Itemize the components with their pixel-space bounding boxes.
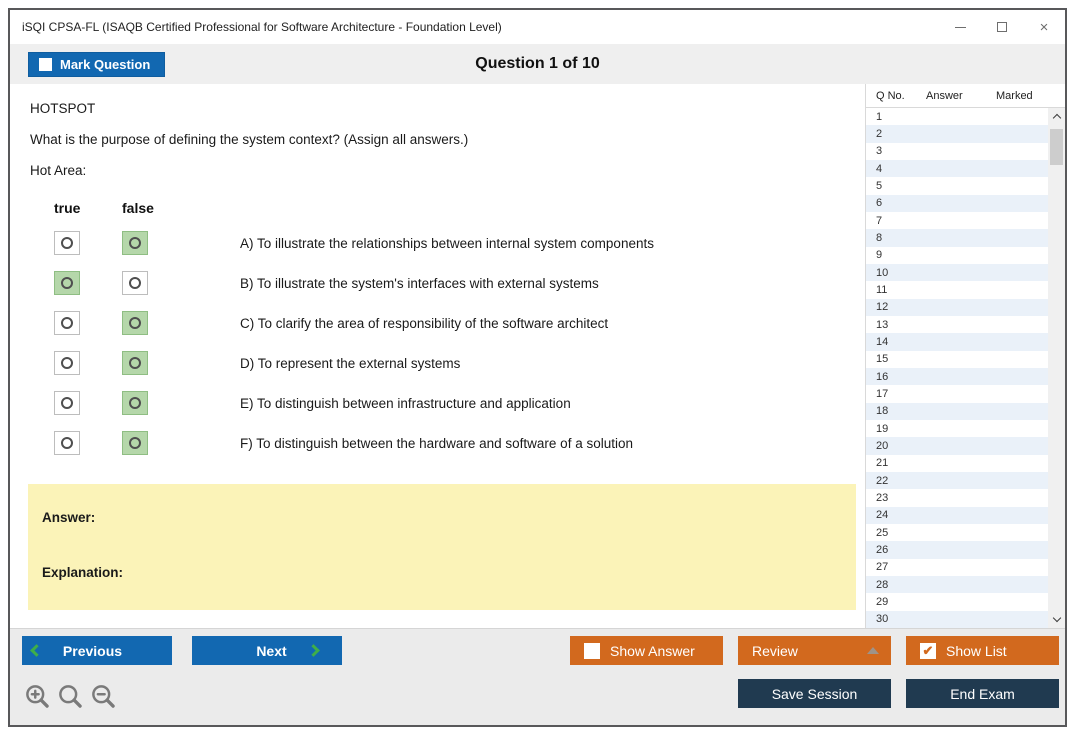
zoom-controls [24, 683, 117, 710]
window-title: iSQI CPSA-FL (ISAQB Certified Professional for Software Architecture - Foundation Level) [22, 20, 502, 34]
question-number: 26 [876, 543, 889, 556]
question-list-row[interactable] [866, 351, 1048, 368]
radio-true[interactable] [54, 271, 80, 295]
question-list-row[interactable] [866, 195, 1048, 212]
question-list-row[interactable] [866, 420, 1048, 437]
zoom-in-icon[interactable] [24, 683, 51, 710]
question-number: 4 [876, 162, 883, 175]
qno-column-header: Q No. [876, 89, 905, 102]
radio-icon [129, 317, 141, 329]
question-number: 24 [876, 509, 889, 522]
radio-true[interactable] [54, 231, 80, 255]
radio-false[interactable] [122, 351, 148, 375]
show-answer-label: Show Answer [610, 642, 695, 659]
show-list-label: Show List [946, 642, 1007, 659]
question-number: 9 [876, 249, 883, 262]
question-list-row[interactable] [866, 264, 1048, 281]
answer-column-header: Answer [926, 89, 963, 102]
question-text: What is the purpose of defining the system context? (Assign all answers.) [30, 132, 469, 147]
previous-label: Previous [62, 642, 123, 659]
mark-question-button[interactable] [28, 52, 165, 77]
hotspot-options [30, 230, 865, 456]
question-list-header [866, 84, 1065, 108]
radio-true[interactable] [54, 351, 80, 375]
radio-true[interactable] [54, 311, 80, 335]
window-controls [939, 10, 1065, 44]
question-number: 6 [876, 197, 883, 210]
close-icon: × [1039, 18, 1049, 36]
question-type-label: HOTSPOT [30, 101, 96, 116]
truefalse-header [30, 200, 865, 216]
close-button[interactable] [1023, 10, 1065, 44]
question-number: 20 [876, 439, 889, 452]
radio-true[interactable] [54, 391, 80, 415]
mark-question-checkbox[interactable] [39, 58, 52, 71]
minimize-icon [955, 27, 966, 28]
radio-icon [129, 437, 141, 449]
scroll-up-button[interactable] [1048, 108, 1065, 125]
hotspot-option-row [30, 230, 865, 256]
question-number: 28 [876, 578, 889, 591]
question-number: 14 [876, 335, 889, 348]
question-list-scrollbar[interactable] [1048, 108, 1065, 628]
marked-column-header: Marked [996, 89, 1033, 102]
radio-icon [129, 277, 141, 289]
hot-area-label: Hot Area: [30, 163, 87, 178]
question-number: 16 [876, 370, 889, 383]
question-list-row[interactable] [866, 212, 1048, 229]
question-header-band [10, 44, 1065, 84]
question-list-row[interactable] [866, 437, 1048, 454]
question-list-row[interactable] [866, 472, 1048, 489]
question-counter: Question 1 of 10 [475, 55, 600, 72]
question-number: 19 [876, 422, 889, 435]
option-label: E) To distinguish between infrastructure and application [240, 395, 571, 411]
question-list-row[interactable] [866, 247, 1048, 264]
question-number: 7 [876, 214, 883, 227]
true-column-header: true [54, 200, 81, 216]
question-list-row[interactable] [866, 489, 1048, 506]
question-number: 1 [876, 110, 883, 123]
hotspot-option-row [30, 430, 865, 456]
question-list-row[interactable] [866, 368, 1048, 385]
question-list-row[interactable] [866, 125, 1048, 142]
radio-false[interactable] [122, 391, 148, 415]
show-answer-checkbox[interactable] [584, 643, 600, 659]
question-list-row[interactable] [866, 576, 1048, 593]
show-list-checkbox[interactable] [920, 643, 936, 659]
next-button[interactable] [192, 636, 342, 665]
radio-icon [61, 277, 73, 289]
radio-true[interactable] [54, 431, 80, 455]
footer-bar [10, 628, 1065, 725]
hotspot-option-row [30, 270, 865, 296]
question-list-row[interactable] [866, 541, 1048, 558]
question-number: 12 [876, 301, 889, 314]
radio-icon [61, 317, 73, 329]
question-list-sidebar [865, 84, 1065, 628]
answer-label: Answer: [42, 510, 96, 525]
question-list-row[interactable] [866, 524, 1048, 541]
question-number: 22 [876, 474, 889, 487]
question-list-row[interactable] [866, 385, 1048, 402]
maximize-icon [997, 22, 1007, 32]
chevron-right-icon [307, 644, 320, 657]
scroll-down-button[interactable] [1048, 611, 1065, 628]
chevron-up-icon [1052, 114, 1060, 122]
scrollbar-thumb[interactable] [1050, 129, 1063, 165]
answer-explanation-box [28, 484, 856, 610]
question-number: 5 [876, 179, 883, 192]
question-pane [10, 84, 865, 628]
option-label: D) To represent the external systems [240, 355, 461, 371]
question-number: 10 [876, 266, 889, 279]
radio-false[interactable] [122, 271, 148, 295]
review-button[interactable] [738, 636, 891, 665]
question-list-row[interactable] [866, 143, 1048, 160]
content-area [10, 84, 1065, 628]
radio-false[interactable] [122, 431, 148, 455]
zoom-out-icon[interactable] [90, 683, 117, 710]
option-label: A) To illustrate the relationships between internal system components [240, 235, 654, 251]
dropdown-up-icon [867, 647, 879, 654]
question-number: 21 [876, 457, 889, 470]
radio-false[interactable] [122, 311, 148, 335]
question-number: 2 [876, 127, 883, 140]
chevron-down-icon [1052, 614, 1060, 622]
false-column-header: false [122, 200, 154, 216]
title-bar [10, 10, 1065, 44]
question-list-row[interactable] [866, 507, 1048, 524]
radio-icon [129, 397, 141, 409]
maximize-button[interactable] [981, 10, 1023, 44]
zoom-reset-icon[interactable] [57, 683, 84, 710]
question-list-row[interactable] [866, 403, 1048, 420]
question-number: 27 [876, 561, 889, 574]
question-number: 30 [876, 613, 889, 626]
app-window [8, 8, 1067, 727]
save-session-label: Save Session [771, 685, 858, 702]
question-list-row[interactable] [866, 611, 1048, 628]
question-list-row[interactable] [866, 299, 1048, 316]
question-list-row[interactable] [866, 316, 1048, 333]
question-number: 17 [876, 387, 889, 400]
question-list-row[interactable] [866, 455, 1048, 472]
option-label: F) To distinguish between the hardware and software of a solution [240, 435, 633, 451]
show-list-button[interactable] [906, 636, 1059, 665]
hotspot-option-row [30, 310, 865, 336]
question-number: 11 [876, 283, 888, 296]
mark-question-label: Mark Question [60, 56, 151, 72]
question-number: 8 [876, 231, 883, 244]
minimize-button[interactable] [939, 10, 981, 44]
question-list [866, 108, 1048, 628]
option-label: C) To clarify the area of responsibility of the software architect [240, 315, 609, 331]
question-number: 29 [876, 595, 889, 608]
question-number: 23 [876, 491, 889, 504]
radio-icon [61, 437, 73, 449]
next-label: Next [256, 642, 287, 659]
hotspot-option-row [30, 390, 865, 416]
check-icon: ✔ [922, 642, 934, 658]
save-session-button[interactable] [738, 679, 891, 708]
question-number: 15 [876, 353, 889, 366]
question-number: 18 [876, 405, 889, 418]
radio-icon [61, 357, 73, 369]
question-list-row[interactable] [866, 333, 1048, 350]
radio-icon [61, 397, 73, 409]
question-number: 3 [876, 145, 883, 158]
question-list-row[interactable] [866, 281, 1048, 298]
chevron-left-icon [30, 644, 43, 657]
hotspot-option-row [30, 350, 865, 376]
question-list-row[interactable] [866, 593, 1048, 610]
end-exam-button[interactable] [906, 679, 1059, 708]
end-exam-label: End Exam [950, 685, 1015, 702]
previous-button[interactable] [22, 636, 172, 665]
question-list-wrap [866, 108, 1065, 628]
question-list-row[interactable] [866, 108, 1048, 125]
radio-icon [61, 237, 73, 249]
question-list-row[interactable] [866, 160, 1048, 177]
radio-icon [129, 357, 141, 369]
question-number: 25 [876, 526, 889, 539]
question-list-row[interactable] [866, 229, 1048, 246]
review-label: Review [752, 642, 798, 659]
show-answer-button[interactable] [570, 636, 723, 665]
question-list-row[interactable] [866, 177, 1048, 194]
question-list-row[interactable] [866, 559, 1048, 576]
radio-false[interactable] [122, 231, 148, 255]
option-label: B) To illustrate the system's interfaces with external systems [240, 275, 599, 291]
explanation-label: Explanation: [42, 565, 124, 580]
radio-icon [129, 237, 141, 249]
question-number: 13 [876, 318, 889, 331]
